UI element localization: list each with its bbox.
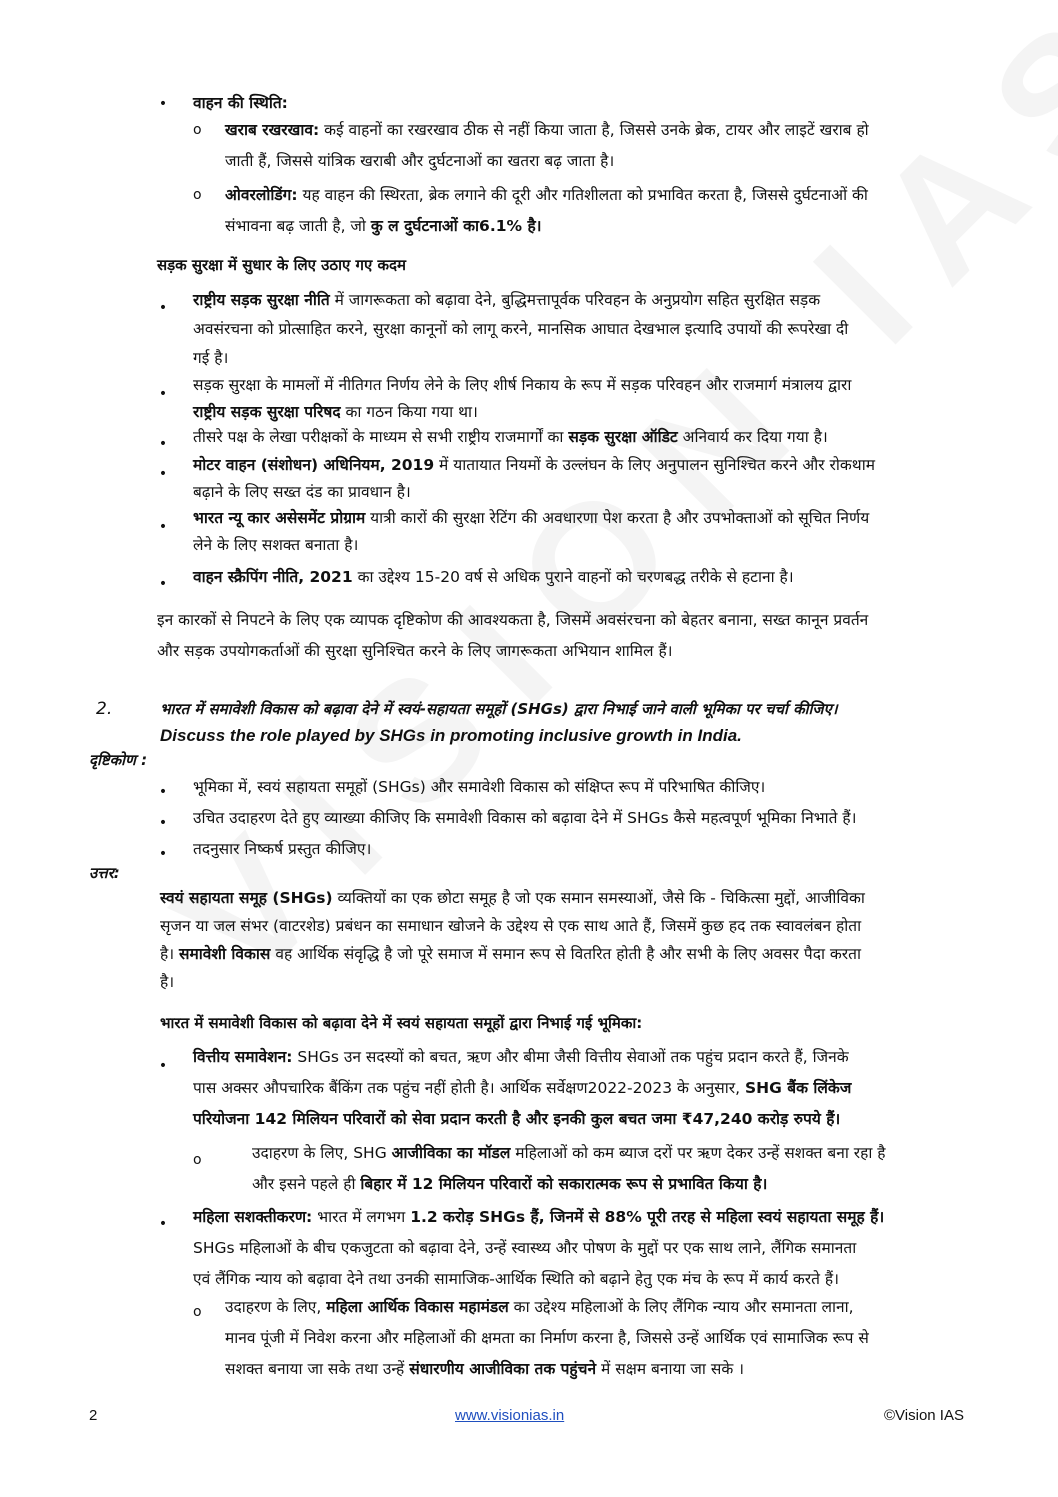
role-item-women: महिला सशक्तीकरण: भारत में लगभग 1.2 करोड़ SHGs हैं, जिनमें से 88% पूरी तरह से महिला स्वयं सहायता समूह हैं। SHGs महिलाओं के बीच एकजुटता को बढ़ावा देने, उन्हें स्वास्थ्य और पोषण के मुद्दों पर एक साथ लाने, लैंगिक समानता एवं लैंगिक न्याय को बढ़ावा देने तथा उनकी सामाजिक-आर्थिक स्थिति को बढ़ाने हेतु एक मंच के रूप में कार्य करते हैं।	[193, 1208, 885, 1288]
women-example: उदाहरण के लिए, महिला आर्थिक विकास महामंडल का उद्देश्य महिलाओं के लिए लैंगिक न्याय और समानता लाना, मानव पूंजी में निवेश करना और महिलाओं की क्षमता का निर्माण करना है, जिससे उन्हें आर्थिक एवं सामाजिक रूप से सशक्त बनाया जा सके तथा उन्हें संधारणीय आजीविका तक पहुंचने में सक्षम बनाया जा सके ।	[225, 1298, 869, 1378]
sub-bullet: o	[193, 122, 202, 138]
approach-item: उचित उदाहरण देते हुए व्याख्या कीजिए कि समावेशी विकास को बढ़ावा देने में SHGs कैसे महत्वपूर्ण भूमिका निभाते हैं।	[193, 809, 857, 827]
role-item-financial: वित्तीय समावेशन: SHGs उन सदस्यों को बचत, ऋण और बीमा जैसी वित्तीय सेवाओं तक पहुंच प्रदान करते हैं, जिनके पास अक्सर औपचारिक बैंकिंग तक पहुंच नहीं होती है। आर्थिक सर्वेक्षण2022-2023 के अनुसार, SHG बैंक लिंकेज परियोजना 142 मिलियन परिवारों को सेवा प्रदान करती है और इनकी कुल बचत जमा ₹47,240 करोड़ रुपये हैं।	[193, 1048, 852, 1128]
sub-bullet: o	[193, 187, 202, 203]
steps-conclusion: इन कारकों से निपटने के लिए एक व्यापक दृष्टिकोण की आवश्यकता है, जिसमें अवसंरचना को बेहतर बनाना, सख्त कानून प्रवर्तन और सड़क उपयोगकर्ताओं की सुरक्षा सुनिश्चित करने के लिए जागरूकता अभियान शामिल हैं।	[157, 611, 869, 660]
step-item-policy: राष्ट्रीय सड़क सुरक्षा नीति में जागरूकता को बढ़ावा देने, बुद्धिमत्तापूर्वक परिवहन के अनुप्रयोग सहित सुरक्षित सड़क अवसंरचना को प्रोत्साहित करने, सुरक्षा कानूनों को लागू करने, मानसिक आघात देखभाल इत्यादि उपायों की रूपरेखा दी गई है।	[193, 291, 849, 367]
question-english: Discuss the role played by SHGs in promoting inclusive growth in India.	[160, 726, 742, 745]
bullet-dot: •	[158, 466, 168, 482]
vehicle-item-overloading: ओवरलोडिंग: यह वाहन की स्थिरता, ब्रेक लगाने की दूरी और गतिशीलता को प्रभावित करता है, जिससे दुर्घटनाओं की संभावना बढ़ जाती है, जो कु ल दुर्घटनाओं का6.1% है।	[225, 186, 868, 235]
bullet-dot: •	[158, 96, 168, 112]
bullet-dot: •	[158, 436, 168, 452]
bullet-dot: •	[158, 846, 168, 862]
sub-bullet: o	[193, 1304, 202, 1320]
answer-label: उत्तर:	[89, 864, 120, 882]
question-hindi: भारत में समावेशी विकास को बढ़ावा देने में स्वयं-सहायता समूहों (SHGs) द्वारा निभाई जाने वाली भूमिका पर चर्चा कीजिए।	[160, 700, 838, 718]
bullet-dot: •	[158, 1058, 168, 1074]
approach-label: दृष्टिकोण :	[89, 751, 148, 769]
vehicle-item-maintenance: खराब रखरखाव: कई वाहनों का रखरखाव ठीक से नहीं किया जाता है, जिससे उनके ब्रेक, टायर और लाइटें खराब हो जाती हैं, जिससे यांत्रिक खराबी और दुर्घटनाओं का खतरा बढ़ जाता है।	[225, 121, 869, 170]
step-item-motor-act: मोटर वाहन (संशोधन) अधिनियम, 2019 में यातायात नियमों के उल्लंघन के लिए अनुपालन सुनिश्चित करने और रोकथाम बढ़ाने के लिए सख्त दंड का प्रावधान है।	[193, 456, 876, 501]
steps-heading: सड़क सुरक्षा में सुधार के लिए उठाए गए कदम	[157, 256, 406, 274]
step-item-scrapping: वाहन स्क्रैपिंग नीति, 2021 का उद्देश्य 15-20 वर्ष से अधिक पुराने वाहनों को चरणबद्ध तरीके से हटाना है।	[193, 568, 794, 586]
vehicle-heading: वाहन की स्थिति:	[193, 94, 288, 112]
page-number: 2	[89, 1407, 98, 1424]
role-heading: भारत में समावेशी विकास को बढ़ावा देने में स्वयं सहायता समूहों द्वारा निभाई गई भूमिका:	[160, 1014, 643, 1032]
approach-item: भूमिका में, स्वयं सहायता समूहों (SHGs) और समावेशी विकास को संक्षिप्त रूप में परिभाषित कीजिए।	[193, 778, 766, 796]
bullet-dot: •	[158, 815, 168, 831]
step-item-bharat-ncap: भारत न्यू कार असेसमेंट प्रोग्राम यात्री कारों की सुरक्षा रेटिंग की अवधारणा पेश करता है और उपभोक्ताओं को सूचित निर्णय लेने के लिए सशक्त बनाता है।	[193, 509, 870, 554]
step-item-council: सड़क सुरक्षा के मामलों में नीतिगत निर्णय लेने के लिए शीर्ष निकाय के रूप में सड़क परिवहन और राजमार्ग मंत्रालय द्वारा राष्ट्रीय सड़क सुरक्षा परिषद का गठन किया गया था।	[193, 376, 852, 421]
copyright-text: ©Vision IAS	[884, 1407, 964, 1424]
bullet-dot: •	[158, 300, 168, 316]
financial-example: उदाहरण के लिए, SHG आजीविका का मॉडल महिलाओं को कम ब्याज दरों पर ऋण देकर उन्हें सशक्त बना रहा है और इसने पहले ही बिहार में 12 मिलियन परिवारों को सकारात्मक रूप से प्रभावित किया है।	[252, 1144, 886, 1193]
bullet-dot: •	[158, 1216, 168, 1232]
step-item-audit: तीसरे पक्ष के लेखा परीक्षकों के माध्यम से सभी राष्ट्रीय राजमार्गों का सड़क सुरक्षा ऑडिट अनिवार्य कर दिया गया है।	[193, 428, 828, 446]
question-number: 2.	[96, 699, 113, 719]
bullet-dot: •	[158, 519, 168, 535]
answer-intro: स्वयं सहायता समूह (SHGs) व्यक्तियों का एक छोटा समूह है जो एक समान समस्याओं, जैसे कि - चिकित्सा मुद्दों, आजीविका सृजन या जल संभर (वाटरशेड) प्रबंधन का समाधान खोजने के उद्देश्य से एक साथ आते हैं, जिसमें कुछ हद तक स्वावलंबन होता है। समावेशी विकास वह आर्थिक संवृद्धि है जो पूरे समाज में समान रूप से वितरित होती है और सभी के लिए अवसर पैदा करता है।	[160, 889, 865, 991]
website-link[interactable]: www.visionias.in	[455, 1407, 565, 1424]
approach-item: तदनुसार निष्कर्ष प्रस्तुत कीजिए।	[193, 840, 372, 858]
bullet-dot: •	[158, 576, 168, 592]
sub-bullet: o	[193, 1152, 202, 1168]
bullet-dot: •	[158, 386, 168, 402]
bullet-dot: •	[158, 784, 168, 800]
